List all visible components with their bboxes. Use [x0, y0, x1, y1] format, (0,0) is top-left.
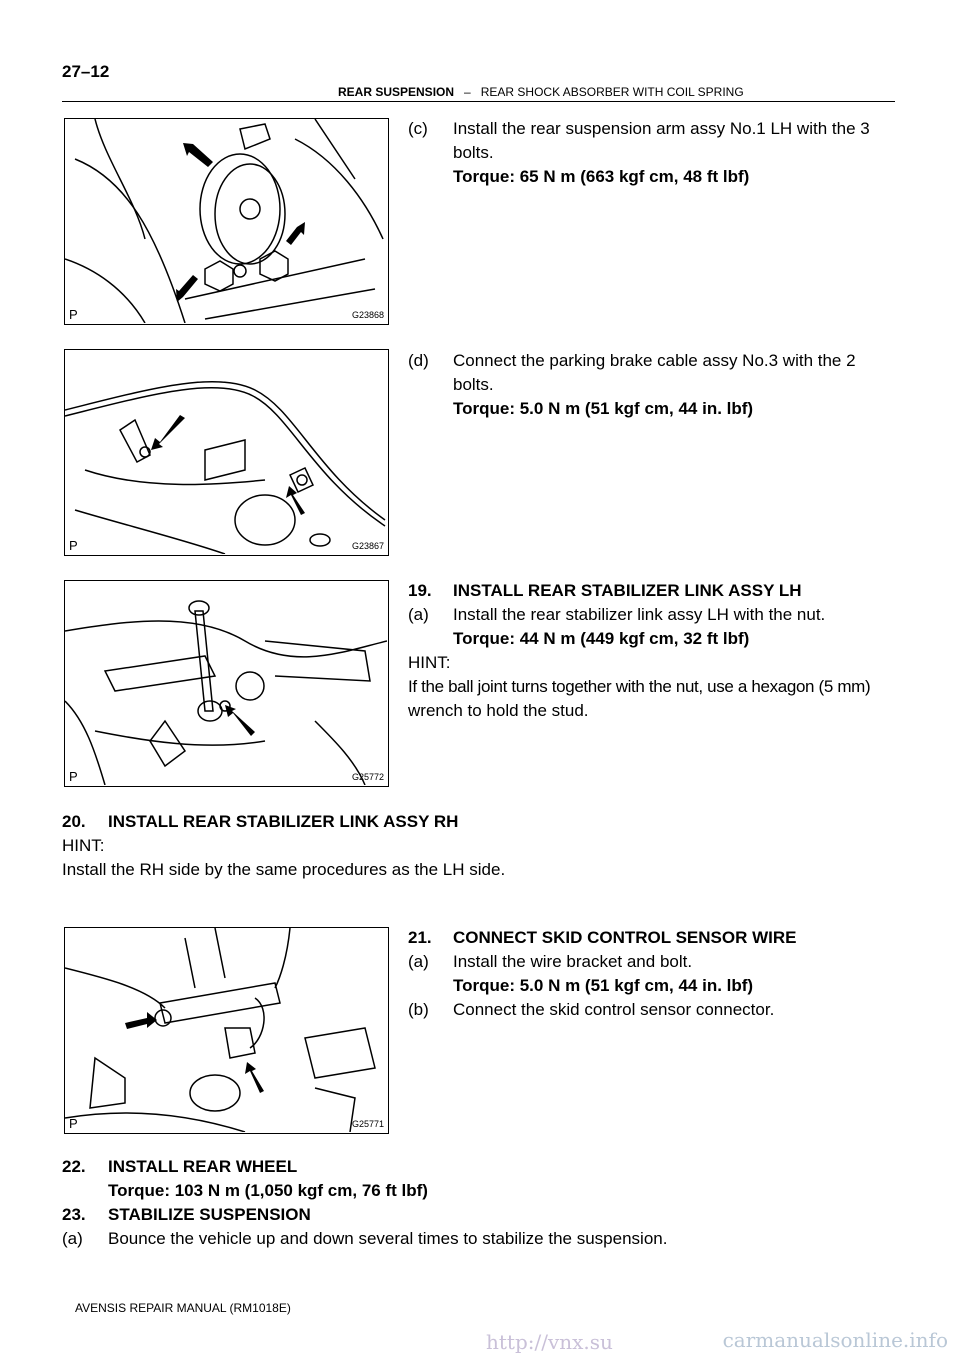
skid-control-sensor-illustration	[65, 928, 387, 1132]
figure-stabilizer-link	[64, 580, 389, 787]
step-22-number: 22.	[62, 1157, 86, 1176]
step-21-title: CONNECT SKID CONTROL SENSOR WIRE	[453, 928, 797, 947]
parking-brake-cable-illustration	[65, 350, 387, 554]
figure-p-mark: P	[69, 1116, 78, 1131]
figure-p-mark: P	[69, 769, 78, 784]
footer-manual-id: AVENSIS REPAIR MANUAL (RM1018E)	[75, 1301, 291, 1315]
figure-skid-control-sensor	[64, 927, 389, 1134]
step-23-number: 23.	[62, 1205, 86, 1224]
step-20-number: 20.	[62, 812, 86, 831]
step-21a-label: (a)	[408, 952, 429, 971]
step-c-text: Install the rear suspension arm assy No.1 LH with the 3	[453, 119, 870, 138]
step-19-title: INSTALL REAR STABILIZER LINK ASSY LH	[453, 581, 802, 600]
step-19-hint-label: HINT:	[408, 653, 451, 672]
header-rule	[62, 101, 895, 102]
step-23a-label: (a)	[62, 1229, 83, 1248]
step-23a-text: Bounce the vehicle up and down several times to stabilize the suspension.	[108, 1229, 668, 1248]
step-d-text: Connect the parking brake cable assy No.3 with the 2	[453, 351, 856, 370]
step-c-text2: bolts.	[453, 143, 494, 162]
step-22-title: INSTALL REAR WHEEL	[108, 1157, 298, 1176]
step-19a-text: Install the rear stabilizer link assy LH with the nut.	[453, 605, 826, 624]
page-number: 27–12	[62, 62, 110, 81]
step-21b-text: Connect the skid control sensor connector.	[453, 1000, 775, 1019]
stabilizer-link-illustration	[65, 581, 387, 785]
figure-code: G23867	[351, 541, 384, 551]
figure-suspension-arm	[64, 118, 389, 325]
step-21-number: 21.	[408, 928, 432, 947]
step-21a-torque: Torque: 5.0 N m (51 kgf cm, 44 in. lbf)	[453, 976, 754, 995]
subsection-title: REAR SHOCK ABSORBER WITH COIL SPRING	[480, 85, 744, 99]
step-20-hint-label: HINT:	[62, 836, 105, 855]
figure-code: G25771	[351, 1119, 384, 1129]
figure-parking-brake-cable	[64, 349, 389, 556]
step-19-hint-text: If the ball joint turns together with the nut, use a hexagon (5 mm)	[408, 677, 871, 696]
step-19-hint-text2: wrench to hold the stud.	[408, 701, 589, 720]
step-19a-torque: Torque: 44 N m (449 kgf cm, 32 ft lbf)	[453, 629, 750, 648]
step-c-torque: Torque: 65 N m (663 kgf cm, 48 ft lbf)	[453, 167, 750, 186]
step-d-torque: Torque: 5.0 N m (51 kgf cm, 44 in. lbf)	[453, 399, 754, 418]
header-separator: –	[464, 85, 471, 99]
step-c-label: (c)	[408, 119, 428, 138]
step-20-hint-text: Install the RH side by the same procedures as the LH side.	[62, 860, 506, 879]
step-21a-text: Install the wire bracket and bolt.	[453, 952, 693, 971]
watermark-vnx: http://vnx.su	[486, 1330, 613, 1354]
header-title	[338, 85, 744, 99]
step-22-torque: Torque: 103 N m (1,050 kgf cm, 76 ft lbf)	[108, 1181, 428, 1200]
step-19a-label: (a)	[408, 605, 429, 624]
figure-code: G25772	[351, 772, 384, 782]
suspension-arm-illustration	[65, 119, 387, 323]
step-21b-label: (b)	[408, 1000, 429, 1019]
watermark-carmanuals: carmanualsonline.info	[722, 1328, 948, 1352]
step-19-number: 19.	[408, 581, 432, 600]
step-d-text2: bolts.	[453, 375, 494, 394]
figure-code: G23868	[351, 310, 384, 320]
step-d-label: (d)	[408, 351, 429, 370]
figure-p-mark: P	[69, 538, 78, 553]
step-20-title: INSTALL REAR STABILIZER LINK ASSY RH	[108, 812, 459, 831]
figure-p-mark: P	[69, 307, 78, 322]
step-23-title: STABILIZE SUSPENSION	[108, 1205, 311, 1224]
section-title: REAR SUSPENSION	[338, 85, 455, 99]
